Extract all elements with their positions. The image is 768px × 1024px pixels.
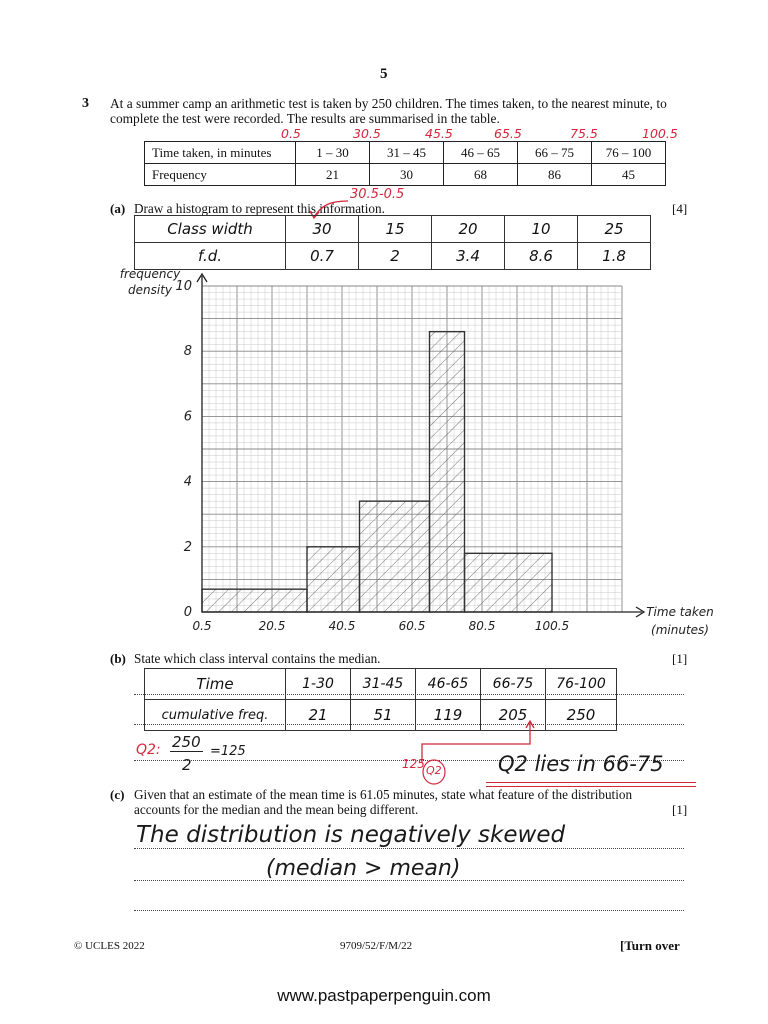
x-axis-label: Time taken	[646, 605, 714, 619]
x-tick-label: 80.5	[468, 619, 496, 633]
class-width-cell: 10	[505, 216, 578, 243]
part-c-marks: [1]	[672, 802, 688, 817]
y-axis-label: frequency	[119, 267, 181, 281]
interval-cell: 1 – 30	[296, 142, 370, 164]
y-tick-label: 2	[183, 539, 192, 555]
boundary-annotation: 65.5	[494, 126, 522, 141]
histogram-bar	[307, 547, 360, 612]
histogram-bar	[202, 589, 307, 612]
q2-circle-label: Q2	[426, 764, 442, 777]
y-axis-label: density	[128, 283, 172, 297]
answer-line	[134, 694, 684, 695]
cumulative-cell: 119	[416, 700, 481, 731]
part-b-text: State which class interval contains the median.	[134, 651, 381, 666]
x-tick-label: 20.5	[258, 619, 286, 633]
boundary-annotation: 30.5	[353, 126, 381, 141]
interval-cell: 76 – 100	[592, 142, 666, 164]
median-numerator: 250	[172, 733, 201, 751]
answer-line	[134, 848, 684, 849]
arrow-label: 125	[402, 757, 425, 771]
y-tick-label: 8	[183, 344, 192, 360]
x-tick-label: 60.5	[398, 619, 426, 633]
copyright: © UCLES 2022	[74, 940, 145, 952]
fd-cell: 8.6	[505, 243, 578, 270]
y-tick-label: 4	[183, 474, 192, 490]
time-cell: 66-75	[481, 669, 546, 700]
part-a-marks: [4]	[672, 201, 688, 216]
cumulative-cell: 21	[286, 700, 351, 731]
histogram-bar	[360, 501, 430, 612]
time-header: Time taken, in minutes	[145, 142, 296, 164]
boundary-annotation: 0.5	[281, 126, 301, 141]
boundary-annotation: 100.5	[642, 126, 678, 141]
y-tick-label: 10	[175, 279, 192, 294]
page-number: 5	[380, 66, 388, 82]
histogram-bar	[430, 332, 465, 612]
cumulative-cell: 51	[351, 700, 416, 731]
frequency-cell: 45	[592, 164, 666, 186]
y-tick-label: 0	[183, 605, 192, 620]
part-b-marks: [1]	[672, 651, 688, 666]
time-cell: 76-100	[546, 669, 617, 700]
part-b-label: (b)	[110, 651, 126, 666]
skew-answer-detail: (median > mean)	[266, 856, 461, 881]
boundary-annotation: 45.5	[425, 126, 453, 141]
part-a-text: Draw a histogram to represent this information.	[134, 201, 385, 216]
answer-underline	[486, 782, 696, 783]
skew-answer: The distribution is negatively skewed	[136, 822, 566, 848]
fd-cell: 2	[359, 243, 432, 270]
class-width-cell: 25	[578, 216, 651, 243]
x-axis-label: (minutes)	[651, 623, 709, 637]
frequency-cell: 68	[444, 164, 518, 186]
q2-label: Q2:	[136, 742, 161, 758]
interval-cell: 31 – 45	[370, 142, 444, 164]
frequency-cell: 86	[518, 164, 592, 186]
cumulative-header: cumulative freq.	[145, 700, 286, 731]
frequency-cell: 21	[296, 164, 370, 186]
part-c-label: (c)	[110, 787, 125, 802]
class-width-cell: 20	[432, 216, 505, 243]
class-width-cell: 30	[286, 216, 359, 243]
median-result: =125	[210, 744, 246, 759]
paper-code: 9709/52/F/M/22	[340, 940, 413, 952]
question-number: 3	[82, 96, 89, 111]
fd-header: f.d.	[135, 243, 286, 270]
frequency-table	[144, 141, 666, 186]
median-denominator: 2	[182, 756, 192, 774]
frequency-header: Frequency	[145, 164, 296, 186]
answer-line	[134, 880, 684, 881]
fd-cell: 0.7	[286, 243, 359, 270]
x-tick-label: 40.5	[328, 619, 356, 633]
cumulative-cell: 250	[546, 700, 617, 731]
watermark-url: www.pastpaperpenguin.com	[277, 986, 491, 1005]
histogram-bar	[465, 553, 553, 612]
x-tick-label: 0.5	[192, 619, 212, 633]
interval-cell: 46 – 65	[444, 142, 518, 164]
part-a-label: (a)	[110, 201, 126, 216]
class-width-header: Class width	[135, 216, 286, 243]
boundary-annotation: 75.5	[570, 126, 598, 141]
fd-cell: 1.8	[578, 243, 651, 270]
fd-cell: 3.4	[432, 243, 505, 270]
interval-cell: 66 – 75	[518, 142, 592, 164]
frequency-cell: 30	[370, 164, 444, 186]
y-tick-label: 6	[183, 409, 192, 425]
time-cell: 31-45	[351, 669, 416, 700]
histogram	[110, 262, 730, 652]
time-cell: 46-65	[416, 669, 481, 700]
x-tick-label: 100.5	[534, 619, 570, 633]
class-width-cell: 15	[359, 216, 432, 243]
median-answer: Q2 lies in 66-75	[498, 752, 664, 776]
cumulative-cell: 205	[481, 700, 546, 731]
part-c-text: Given that an estimate of the mean time is 61.05 minutes, state what feature of the distribution accounts for the median and the mean being different.	[134, 787, 633, 817]
question-text: At a summer camp an arithmetic test is taken by 250 children. The times taken, to the nearest minute, to complete the test were recorded. The results are summarised in the table.	[110, 96, 667, 126]
class-width-annotation: 30.5-0.5	[350, 187, 405, 202]
answer-line	[134, 910, 684, 911]
turn-over: [Turn over	[620, 938, 680, 953]
time-header: Time	[145, 669, 286, 700]
time-cell: 1-30	[286, 669, 351, 700]
